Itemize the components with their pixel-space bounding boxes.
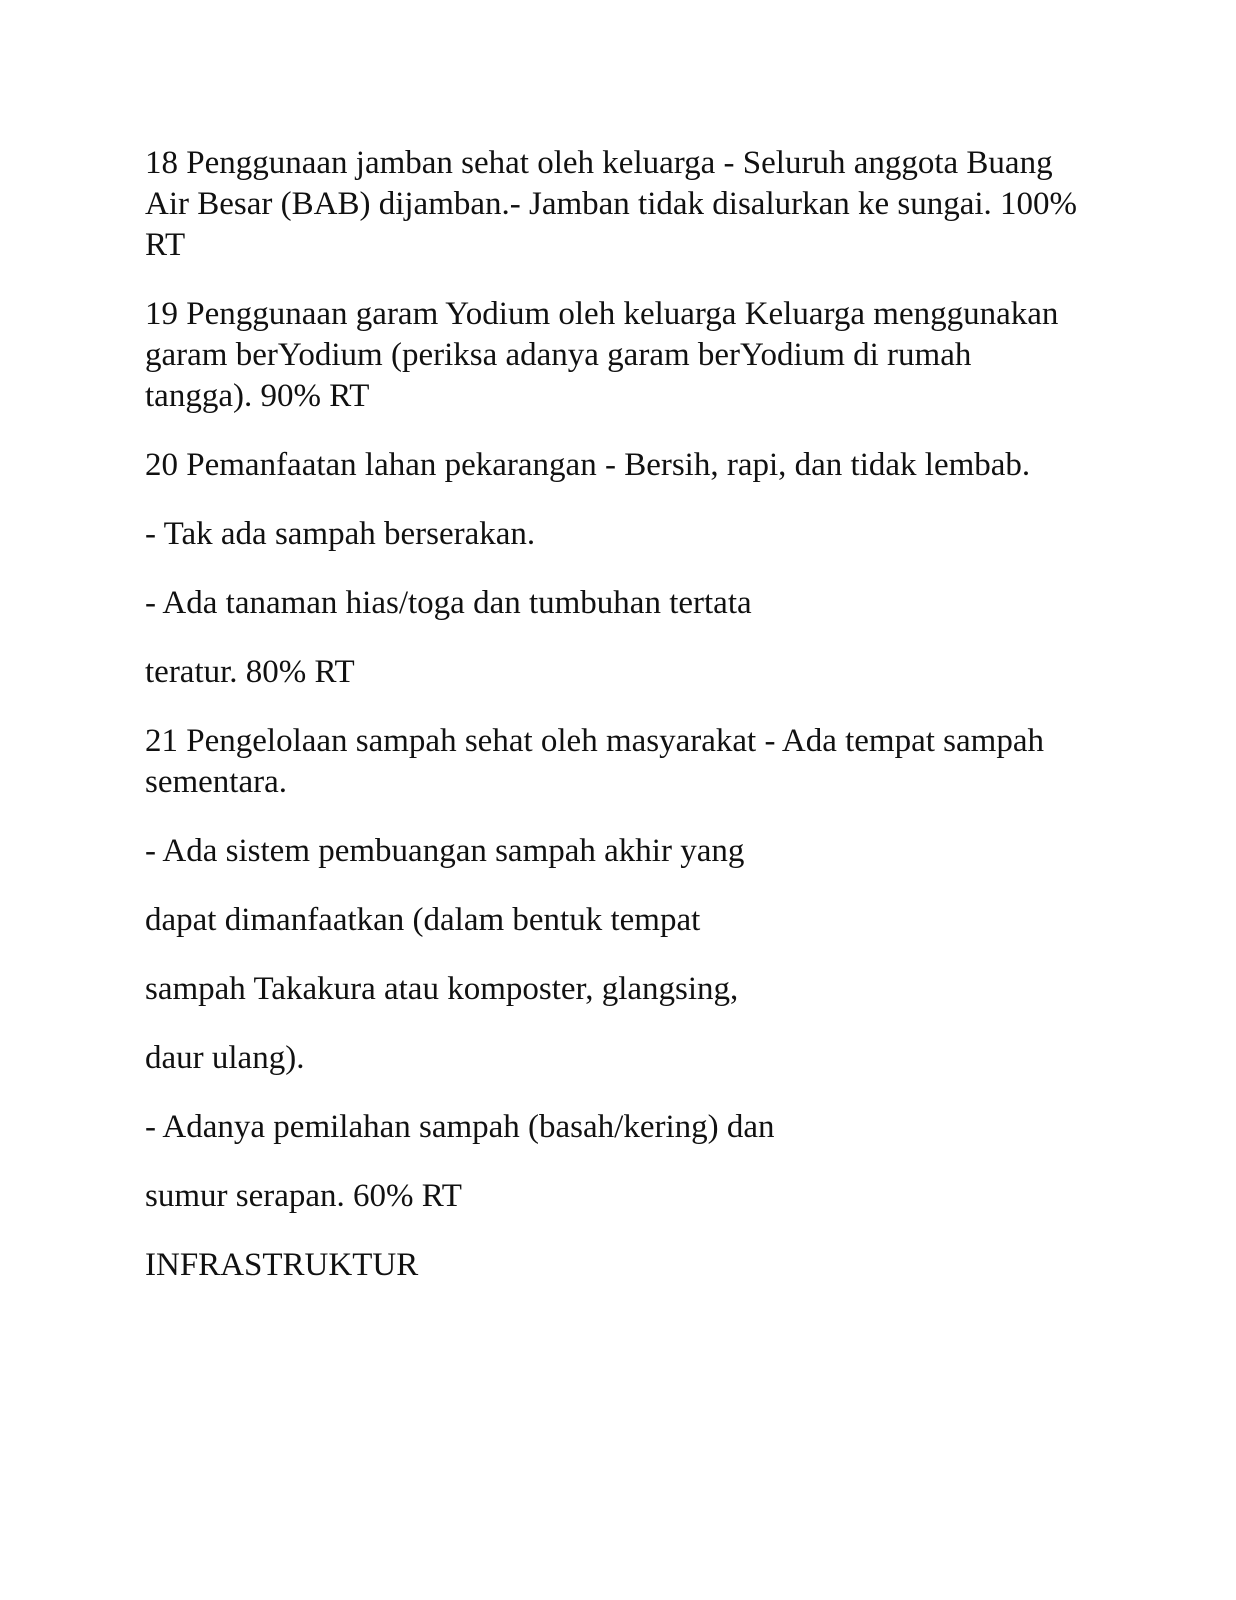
- paragraph-18-jamban-sehat: 18 Penggunaan jamban sehat oleh keluarga - Seluruh anggota Buang Air Besar (BAB) dijamban.- Jamban tidak disalurkan ke sungai. 100% RT: [145, 145, 1078, 263]
- paragraph-takakura: sampah Takakura atau komposter, glangsing,: [145, 971, 739, 1007]
- paragraph-20-lahan-pekarangan: 20 Pemanfaatan lahan pekarangan - Bersih, rapi, dan tidak lembab.: [145, 447, 1031, 483]
- paragraph-21-pengelolaan-sampah: 21 Pengelolaan sampah sehat oleh masyarakat - Ada tempat sampah sementara.: [145, 723, 1044, 800]
- paragraph-pemilahan-sampah: - Adanya pemilahan sampah (basah/kering) dan: [145, 1109, 775, 1145]
- paragraph-tanaman-hias: - Ada tanaman hias/toga dan tumbuhan tertata: [145, 585, 752, 621]
- paragraph-daur-ulang: daur ulang).: [145, 1040, 305, 1076]
- section-heading-infrastruktur: INFRASTRUKTUR: [145, 1247, 419, 1283]
- paragraph-19-garam-yodium: 19 Penggunaan garam Yodium oleh keluarga Keluarga menggunakan garam berYodium (periksa adanya garam berYodium di rumah tangga). 90% RT: [145, 296, 1059, 414]
- paragraph-dapat-dimanfaatkan: dapat dimanfaatkan (dalam bentuk tempat: [145, 902, 701, 938]
- paragraph-sumur-serapan: sumur serapan. 60% RT: [145, 1178, 462, 1214]
- paragraph-teratur: teratur. 80% RT: [145, 654, 355, 690]
- document-body: [145, 143, 1085, 1286]
- paragraph-sistem-pembuangan: - Ada sistem pembuangan sampah akhir yang: [145, 833, 745, 869]
- paragraph-sampah-berserakan: - Tak ada sampah berserakan.: [145, 516, 536, 552]
